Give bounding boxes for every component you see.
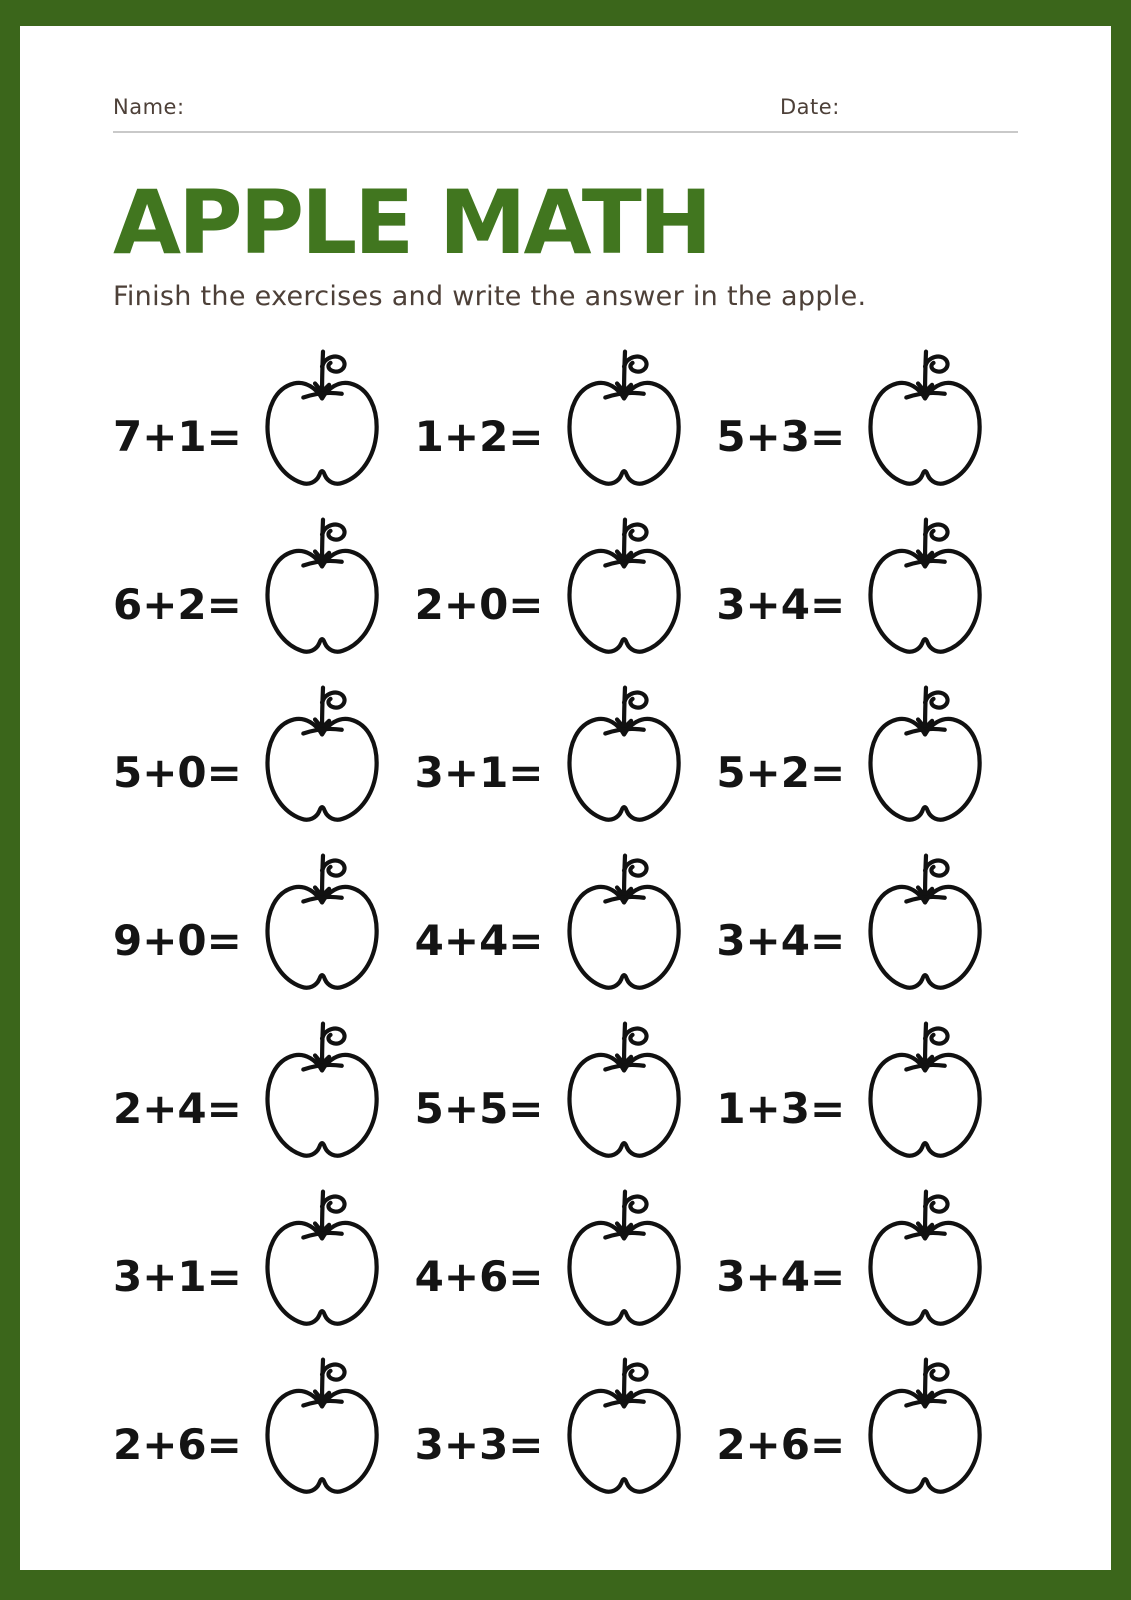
exercise-expression: 7+1= bbox=[113, 411, 242, 461]
apple-outline-icon bbox=[564, 682, 686, 830]
answer-apple bbox=[262, 1186, 384, 1334]
apple-outline-icon bbox=[564, 1186, 686, 1334]
exercise-expression: 2+0= bbox=[414, 579, 544, 629]
exercise-cell bbox=[113, 1018, 415, 1166]
answer-apple bbox=[564, 514, 686, 662]
exercise-cell bbox=[716, 1018, 1018, 1166]
exercise-expression: 3+1= bbox=[414, 747, 544, 797]
exercise-expression: 9+0= bbox=[113, 915, 242, 965]
exercise-expression: 3+4= bbox=[716, 1251, 846, 1301]
answer-apple bbox=[262, 682, 384, 830]
answer-apple bbox=[564, 1018, 686, 1166]
page-title: APPLE MATH bbox=[113, 171, 710, 274]
exercise-expression: 1+3= bbox=[716, 1083, 846, 1133]
apple-outline-icon bbox=[865, 514, 987, 662]
exercise-cell bbox=[716, 682, 1018, 830]
apple-outline-icon bbox=[865, 1354, 987, 1502]
answer-apple bbox=[262, 850, 384, 998]
exercise-cell bbox=[415, 1186, 717, 1334]
exercise-grid bbox=[113, 346, 1018, 1502]
exercise-expression: 3+4= bbox=[716, 915, 846, 965]
answer-apple bbox=[865, 1354, 987, 1502]
answer-apple bbox=[564, 1186, 686, 1334]
exercise-expression: 4+6= bbox=[414, 1251, 544, 1301]
answer-apple bbox=[262, 1354, 384, 1502]
apple-outline-icon bbox=[262, 850, 384, 998]
answer-apple bbox=[262, 514, 384, 662]
exercise-cell bbox=[415, 1354, 717, 1502]
exercise-expression: 5+2= bbox=[716, 747, 846, 797]
apple-outline-icon bbox=[262, 1354, 384, 1502]
exercise-cell bbox=[113, 346, 415, 494]
answer-apple bbox=[865, 1018, 987, 1166]
apple-outline-icon bbox=[262, 1186, 384, 1334]
exercise-cell bbox=[113, 850, 415, 998]
apple-outline-icon bbox=[564, 514, 686, 662]
answer-apple bbox=[262, 346, 384, 494]
exercise-expression: 2+4= bbox=[113, 1083, 242, 1133]
apple-outline-icon bbox=[564, 346, 686, 494]
exercise-cell bbox=[415, 1018, 717, 1166]
apple-outline-icon bbox=[262, 514, 384, 662]
exercise-cell bbox=[415, 682, 717, 830]
name-label: Name: bbox=[113, 95, 185, 119]
exercise-expression: 2+6= bbox=[716, 1419, 846, 1469]
exercise-expression: 3+1= bbox=[113, 1251, 242, 1301]
exercise-expression: 3+3= bbox=[414, 1419, 544, 1469]
apple-outline-icon bbox=[262, 346, 384, 494]
exercise-cell bbox=[415, 346, 717, 494]
apple-outline-icon bbox=[262, 1018, 384, 1166]
apple-outline-icon bbox=[865, 346, 987, 494]
apple-outline-icon bbox=[865, 682, 987, 830]
exercise-cell bbox=[113, 514, 415, 662]
answer-apple bbox=[865, 346, 987, 494]
apple-outline-icon bbox=[865, 1186, 987, 1334]
answer-apple bbox=[564, 1354, 686, 1502]
exercise-cell bbox=[716, 514, 1018, 662]
answer-apple bbox=[865, 850, 987, 998]
exercise-cell bbox=[716, 1186, 1018, 1334]
worksheet-page bbox=[20, 26, 1111, 1570]
answer-apple bbox=[564, 850, 686, 998]
apple-outline-icon bbox=[865, 1018, 987, 1166]
exercise-expression: 4+4= bbox=[414, 915, 544, 965]
answer-apple bbox=[865, 514, 987, 662]
exercise-cell bbox=[113, 1354, 415, 1502]
apple-outline-icon bbox=[564, 850, 686, 998]
exercise-cell bbox=[415, 514, 717, 662]
apple-outline-icon bbox=[564, 1018, 686, 1166]
answer-apple bbox=[865, 682, 987, 830]
exercise-cell bbox=[716, 1354, 1018, 1502]
exercise-cell bbox=[716, 346, 1018, 494]
answer-apple bbox=[564, 346, 686, 494]
apple-outline-icon bbox=[262, 682, 384, 830]
exercise-cell bbox=[716, 850, 1018, 998]
apple-outline-icon bbox=[564, 1354, 686, 1502]
answer-apple bbox=[564, 682, 686, 830]
exercise-expression: 6+2= bbox=[113, 579, 242, 629]
exercise-expression: 5+0= bbox=[113, 747, 242, 797]
apple-outline-icon bbox=[865, 850, 987, 998]
date-label: Date: bbox=[780, 95, 840, 119]
exercise-expression: 5+5= bbox=[414, 1083, 544, 1133]
exercise-expression: 5+3= bbox=[716, 411, 846, 461]
exercise-cell bbox=[113, 682, 415, 830]
exercise-expression: 2+6= bbox=[113, 1419, 242, 1469]
exercise-expression: 1+2= bbox=[414, 411, 544, 461]
exercise-cell bbox=[113, 1186, 415, 1334]
exercise-expression: 3+4= bbox=[716, 579, 846, 629]
answer-apple bbox=[262, 1018, 384, 1166]
answer-apple bbox=[865, 1186, 987, 1334]
name-date-header bbox=[113, 95, 1018, 133]
instructions-text: Finish the exercises and write the answer in the apple. bbox=[113, 281, 867, 312]
exercise-cell bbox=[415, 850, 717, 998]
